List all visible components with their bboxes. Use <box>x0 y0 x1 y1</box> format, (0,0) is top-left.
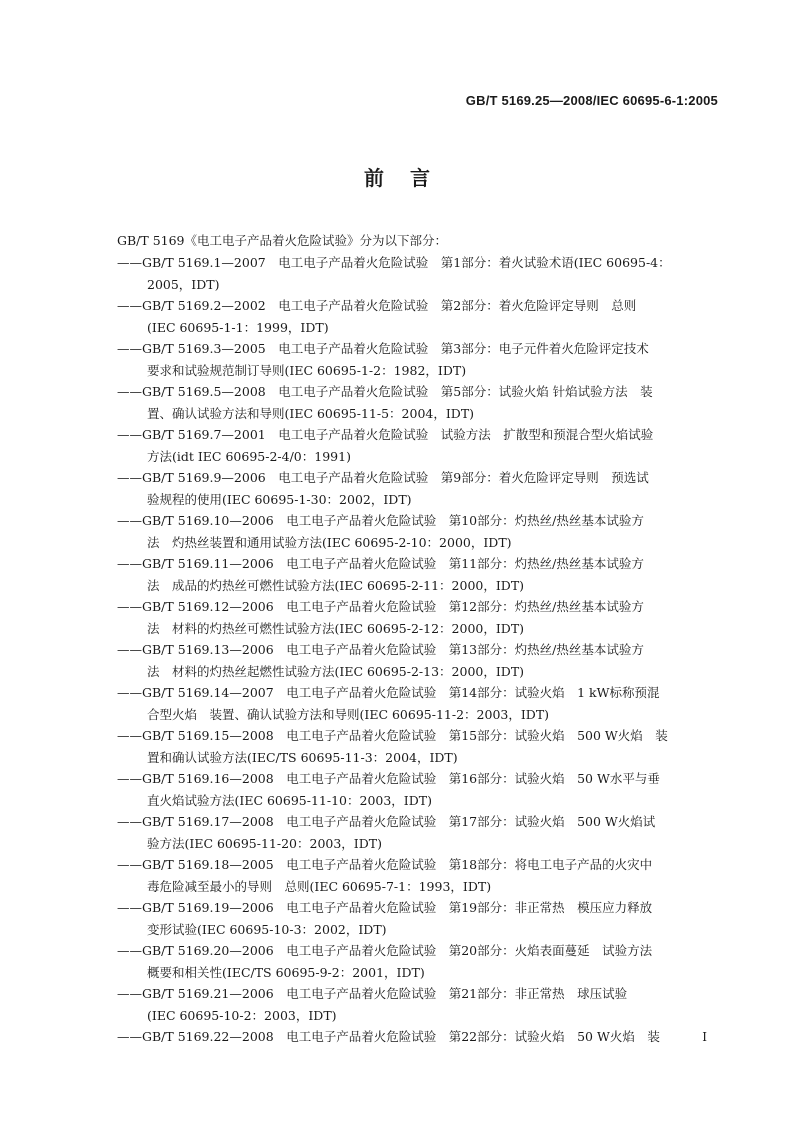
list-item <box>0 424 794 467</box>
list-item-line: ——GB/T 5169.3—2005 电工电子产品着火危险试验 第3部分：电子元件着火危险评定技术 <box>117 341 649 356</box>
list-item <box>0 682 794 725</box>
list-item-line: ——GB/T 5169.9—2006 电工电子产品着火危险试验 第9部分：着火危险评定导则 预选试 <box>117 470 649 485</box>
list-item-continuation: 法 材料的灼热丝可燃性试验方法(IEC 60695-2-12：2000，IDT) <box>147 620 525 636</box>
list-item-line: ——GB/T 5169.19—2006 电工电子产品着火危险试验 第19部分：非正常热 模压应力释放 <box>117 900 653 915</box>
list-item <box>0 338 794 381</box>
list-item-continuation: 法 灼热丝装置和通用试验方法(IEC 60695-2-10：2000，IDT) <box>147 534 512 550</box>
list-item <box>0 553 794 596</box>
list-item <box>0 811 794 854</box>
list-item-continuation: (IEC 60695-1-1：1999，IDT) <box>147 319 329 335</box>
list-item-line: ——GB/T 5169.11—2006 电工电子产品着火危险试验 第11部分：灼热丝/热丝基本试验方 <box>117 556 644 571</box>
list-item-line: ——GB/T 5169.18—2005 电工电子产品着火危险试验 第18部分：将电工电子产品的火灾中 <box>117 857 653 872</box>
list-item-continuation: 验方法(IEC 60695-11-20：2003，IDT) <box>147 835 382 851</box>
list-item-continuation: 要求和试验规范制订导则(IEC 60695-1-2：1982，IDT) <box>147 362 467 378</box>
list-item-line: ——GB/T 5169.22—2008 电工电子产品着火危险试验 第22部分：试验火焰 50 W火焰 装 <box>117 1029 660 1044</box>
list-item <box>0 467 794 510</box>
list-item <box>0 983 794 1026</box>
list-item <box>0 940 794 983</box>
list-item <box>0 295 794 338</box>
list-item <box>0 596 794 639</box>
list-item-continuation: 2005，IDT) <box>147 276 220 292</box>
list-item <box>0 854 794 897</box>
list-item-continuation: 置、确认试验方法和导则(IEC 60695-11-5：2004，IDT) <box>147 405 475 421</box>
list-item-continuation: 变形试验(IEC 60695-10-3：2002，IDT) <box>147 921 387 937</box>
list-item-line: ——GB/T 5169.1—2007 电工电子产品着火危险试验 第1部分：着火试验术语(IEC 60695-4： <box>117 255 671 270</box>
page-title: 前言 <box>364 166 456 190</box>
list-item-continuation: 法 成品的灼热丝可燃性试验方法(IEC 60695-2-11：2000，IDT) <box>147 577 525 593</box>
list-item-continuation: 法 材料的灼热丝起燃性试验方法(IEC 60695-2-13：2000，IDT) <box>147 663 525 679</box>
page-number: Ⅰ <box>702 1030 707 1044</box>
list-item-line: ——GB/T 5169.10—2006 电工电子产品着火危险试验 第10部分：灼热丝/热丝基本试验方 <box>117 513 644 528</box>
list-item-line: ——GB/T 5169.16—2008 电工电子产品着火危险试验 第16部分：试验火焰 50 W水平与垂 <box>117 771 660 786</box>
list-item-continuation: 验规程的使用(IEC 60695-1-30：2002，IDT) <box>147 491 412 507</box>
list-item-line: ——GB/T 5169.2—2002 电工电子产品着火危险试验 第2部分：着火危险评定导则 总则 <box>117 298 637 313</box>
list-item-line: ——GB/T 5169.21—2006 电工电子产品着火危险试验 第21部分：非正常热 球压试验 <box>117 986 628 1001</box>
standard-code: GB/T 5169.25—2008/IEC 60695-6-1:2005 <box>465 93 718 108</box>
list-item <box>0 1026 794 1048</box>
list-item-line: ——GB/T 5169.12—2006 电工电子产品着火危险试验 第12部分：灼热丝/热丝基本试验方 <box>117 599 644 614</box>
list-item-continuation: 置和确认试验方法(IEC/TS 60695-11-3：2004，IDT) <box>147 749 458 765</box>
list-item-line: ——GB/T 5169.17—2008 电工电子产品着火危险试验 第17部分：试验火焰 500 W火焰试 <box>117 814 656 829</box>
list-item <box>0 639 794 682</box>
list-item-line: ——GB/T 5169.5—2008 电工电子产品着火危险试验 第5部分：试验火焰 针焰试验方法 装 <box>117 384 653 399</box>
list-item <box>0 381 794 424</box>
list-item <box>0 252 794 295</box>
list-item-line: ——GB/T 5169.7—2001 电工电子产品着火危险试验 试验方法 扩散型和预混合型火焰试验 <box>117 427 654 442</box>
list-item-line: ——GB/T 5169.20—2006 电工电子产品着火危险试验 第20部分：火焰表面蔓延 试验方法 <box>117 943 653 958</box>
list-item-continuation: (IEC 60695-10-2：2003，IDT) <box>147 1007 337 1023</box>
list-item-continuation: 直火焰试验方法(IEC 60695-11-10：2003，IDT) <box>147 792 432 808</box>
list-item <box>0 510 794 553</box>
list-item <box>0 897 794 940</box>
list-item-continuation: 合型火焰 装置、确认试验方法和导则(IEC 60695-11-2：2003，IDT) <box>147 706 550 722</box>
intro-text: GB/T 5169《电工电子产品着火危险试验》分为以下部分： <box>117 233 448 248</box>
list-item-continuation: 毒危险减至最小的导则 总则(IEC 60695-7-1：1993，IDT) <box>147 878 492 894</box>
list-item-line: ——GB/T 5169.13—2006 电工电子产品着火危险试验 第13部分：灼热丝/热丝基本试验方 <box>117 642 644 657</box>
list-item <box>0 725 794 768</box>
standard-parts-list <box>0 252 794 1048</box>
list-item-continuation: 方法(idt IEC 60695-2-4/0：1991) <box>147 448 351 464</box>
list-item-line: ——GB/T 5169.14—2007 电工电子产品着火危险试验 第14部分：试验火焰 1 kW标称预混 <box>117 685 660 700</box>
list-item-line: ——GB/T 5169.15—2008 电工电子产品着火危险试验 第15部分：试验火焰 500 W火焰 装 <box>117 728 668 743</box>
list-item-continuation: 概要和相关性(IEC/TS 60695-9-2：2001，IDT) <box>147 964 425 980</box>
list-item <box>0 768 794 811</box>
